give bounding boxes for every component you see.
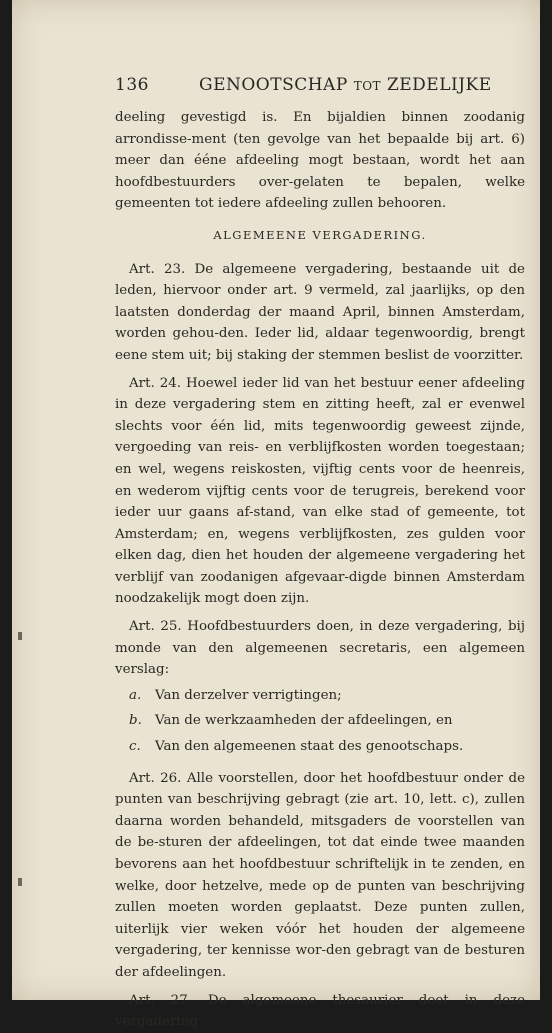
page-number: 136 — [115, 75, 149, 95]
article-26: Art. 26. Alle voorstellen, door het hoofdbestuur onder de punten van beschrijving gebragt (zie art. 10, lett. c), zullen daarna worden behandeld, mitsgaders de voorstellen van de be-sturen der afdeelingen, tot dat einde twee maanden bevorens aan het hoofdbestuur schriftelijk in te zenden, en welke, door hetzelve, mede op de punten van beschrijving zullen moeten worden geplaatst. Deze punten zullen, uiterlijk vier weken vóór het houden der algemeene vergadering, ter kennisse wor-den gebragt van de besturen der afdeelingen. — [115, 770, 525, 980]
list-item-label: a. — [129, 687, 142, 703]
list-item — [115, 685, 525, 707]
page-content — [115, 75, 525, 1033]
list-item-text: Van de werkzaamheden der afdeelingen, en — [155, 713, 453, 729]
list-item-label: b. — [129, 713, 142, 729]
margin-mark — [18, 632, 22, 640]
list-item-label: c. — [129, 739, 141, 755]
list-item — [115, 736, 525, 758]
running-header — [115, 75, 525, 101]
article-23: Art. 23. De algemeene vergadering, bestaande uit de leden, hiervoor onder art. 9 vermeld, zal jaarlijks, op den laatsten donderdag der maand April, binnen Amsterdam, worden gehou-den. Ieder lid, aldaar tegenwoordig, brengt eene stem uit; bij staking der stemmen beslist de voorzitter. — [115, 261, 525, 363]
article-24: Art. 24. Hoewel ieder lid van het bestuur eener afdeeling in deze vergadering stem en zitting heeft, zal er evenwel slechts voor één lid, mits tegenwoordig geweest zijnde, vergoeding van reis- en verblijfkosten worden toegestaan; en wel, wegens reiskosten, vijftig cents voor de heenreis, en wederom vijftig cents voor de terugreis, berekend voor ieder uur gaans af-stand, van elke stad of gemeente, tot Amsterdam; en, wegens verblijfkosten, zes gulden voor elken dag, dien het houden der algemeene vergadering het verblijf van zoodanigen afgevaar-digde binnen Amsterdam noodzakelijk mogt doen zijn. — [115, 375, 525, 607]
article-25: Art. 25. Hoofdbestuurders doen, in deze vergadering, bij monde van den algemeenen secretaris, een algemeen verslag: — [115, 619, 525, 678]
book-page — [12, 0, 540, 1030]
list-item-text: Van derzelver verrigtingen; — [155, 687, 342, 703]
section-heading: ALGEMEENE VERGADERING. — [213, 227, 427, 242]
list-item-text: Van den algemeenen staat des genootschaps. — [155, 739, 464, 755]
article-27: Art. 27. De algemeene thesaurier doet in deze vergadering — [115, 992, 525, 1030]
running-title — [199, 75, 492, 98]
paragraph-continuation: deeling gevestigd is. En bijaldien binnen zoodanig arrondisse-ment (ten gevolge van het bepaalde bij art. 6) meer dan ééne afdeeling mogt bestaan, wordt het aan hoofdbestuurders over-gelaten te bepalen, welke gemeenten tot iedere afdeeling zullen behooren. — [115, 110, 525, 212]
margin-mark — [18, 878, 22, 886]
running-title-part: ZEDELIJKE — [386, 75, 492, 95]
running-title-part: GENOOTSCHAP — [199, 75, 348, 95]
list-item — [115, 710, 525, 732]
running-title-part: TOT — [353, 79, 382, 93]
